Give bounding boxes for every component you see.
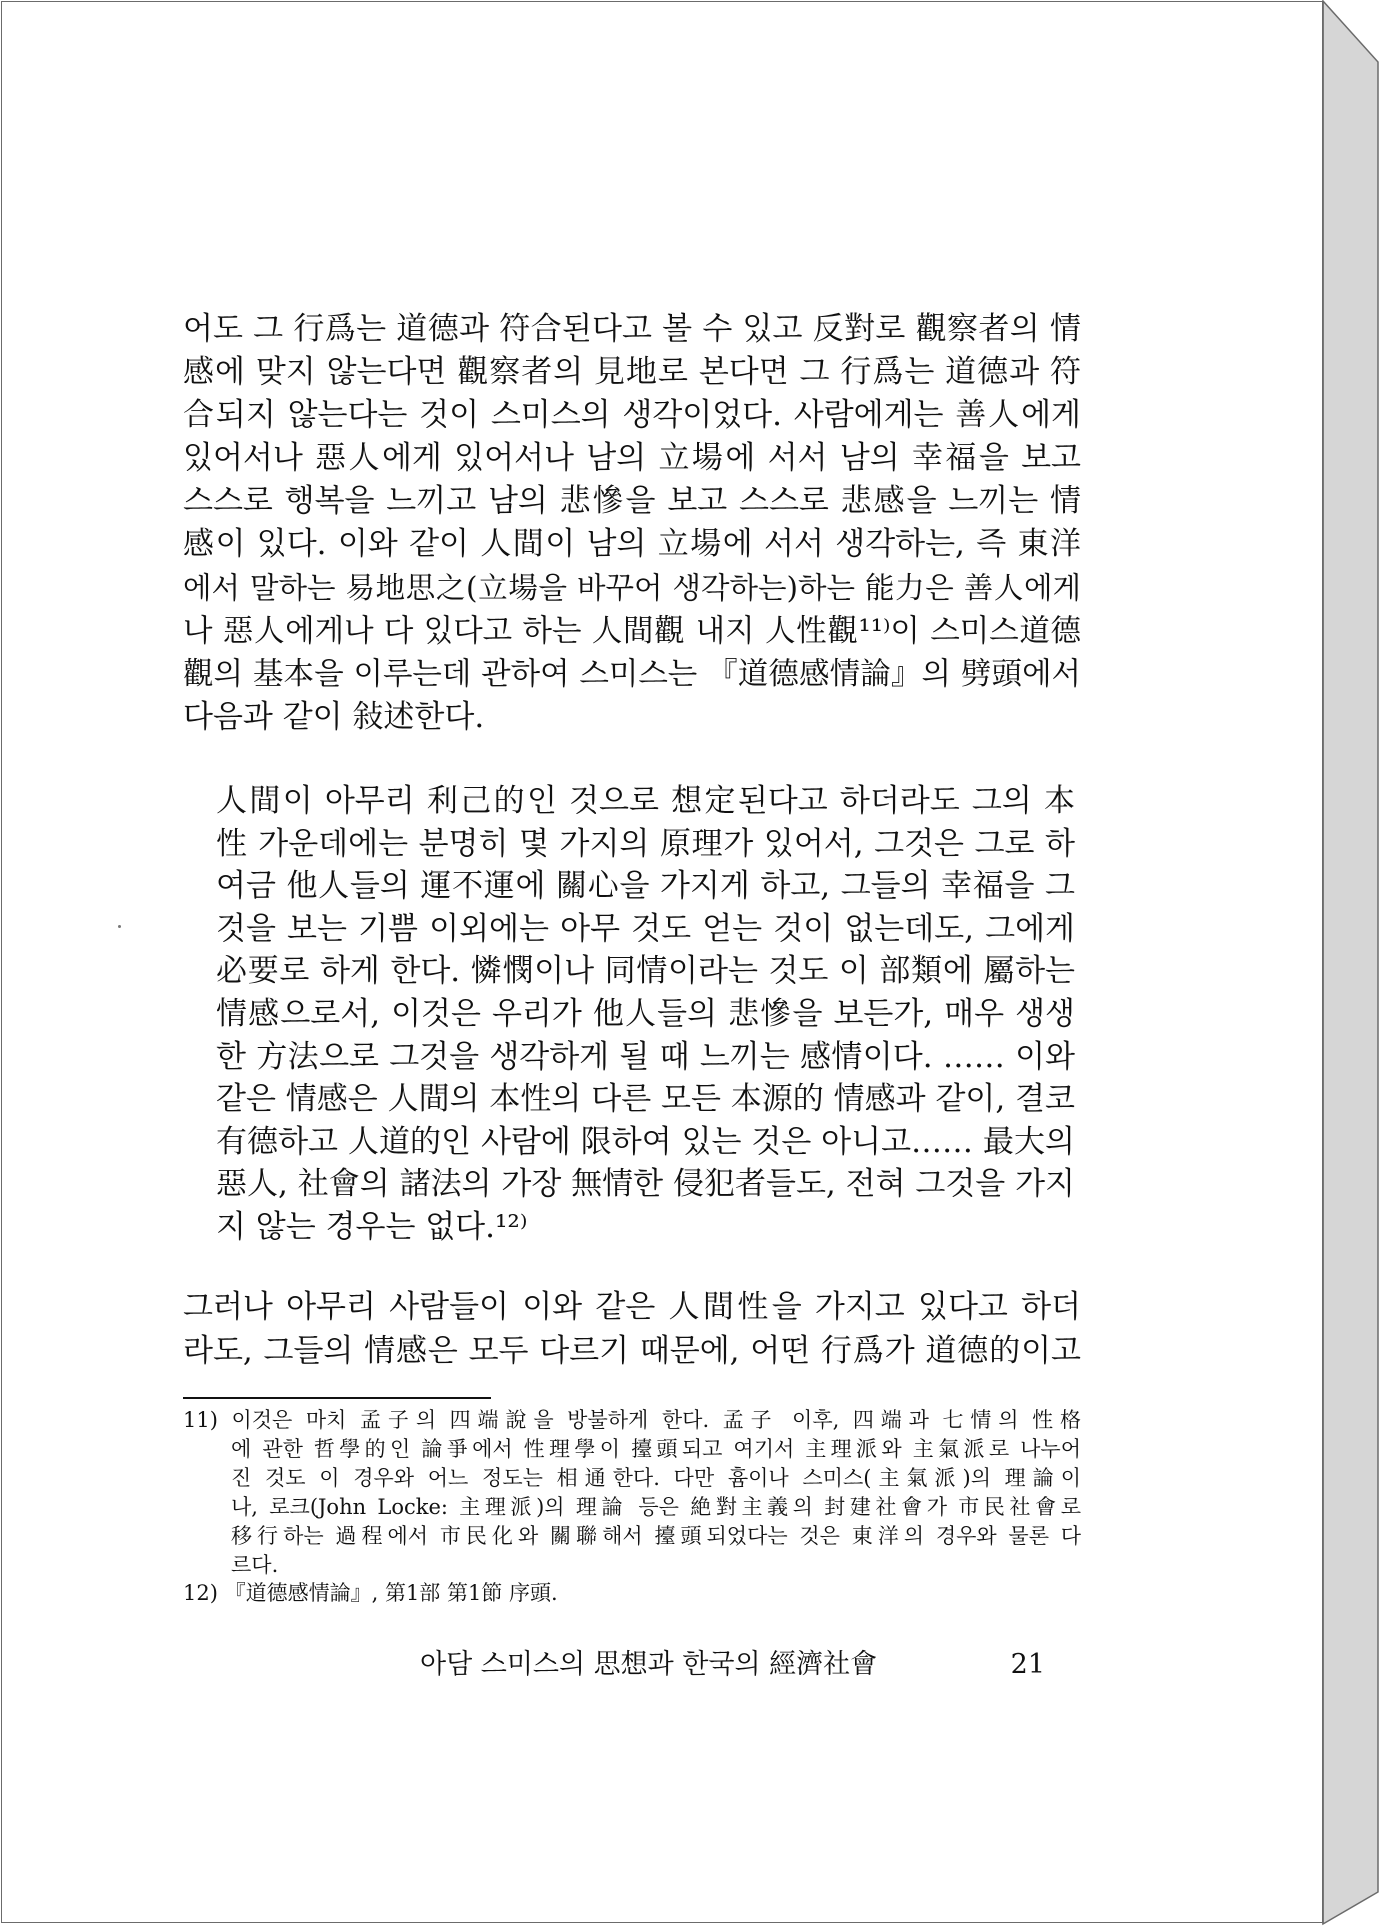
quote-line: 한 方法으로 그것을 생각하게 될 때 느끼는 感情이다. …… 이와 xyxy=(216,1038,1075,1075)
quote-line: 有德하고 人道的인 사람에 限하여 있는 것은 아니고…… 最大의 xyxy=(216,1123,1075,1160)
quote-line: 人間이 아무리 利己的인 것으로 想定된다고 하더라도 그의 本 xyxy=(216,783,1075,819)
text-line: 라도, 그들의 情感은 모두 다르기 때문에, 어떤 行爲가 道德的이고 xyxy=(183,1333,1081,1369)
page-number: 21 xyxy=(1010,1649,1045,1680)
footnote-rule xyxy=(183,1397,491,1399)
text-line: 나 惡人에게나 다 있다고 하는 人間觀 내지 人性觀¹¹⁾이 스미스道德 xyxy=(183,613,1081,649)
body-paragraph-1 xyxy=(183,308,1081,739)
footnote-line: 나, 로크(John Locke: 主理派)의 理論 등은 絶對主義의 封建社會가 市民社會로 xyxy=(231,1494,1081,1519)
quote-line: 여금 他人들의 運不運에 關心을 가지게 하고, 그들의 幸福을 그 xyxy=(216,868,1075,905)
text-line: 에서 말하는 易地思之(立場을 바꾸어 생각하는)하는 能力은 善人에게 xyxy=(183,570,1081,605)
running-footer xyxy=(420,1648,1045,1682)
quote-line: 性 가운데에는 분명히 몇 가지의 原理가 있어서, 그것은 그로 하 xyxy=(216,825,1075,862)
footnote-line: 移行하는 過程에서 市民化와 關聯해서 擡頭되었다는 것은 東洋의 경우와 물론 다 xyxy=(231,1523,1081,1548)
block-quote xyxy=(216,780,1075,1249)
quote-line: 必要로 하게 한다. 憐憫이나 同情이라는 것도 이 部類에 屬하는 xyxy=(216,953,1075,990)
text-line: 있어서나 惡人에게 있어서나 남의 立場에 서서 남의 幸福을 보고 xyxy=(183,440,1081,477)
text-line: 合되지 않는다는 것이 스미스의 생각이었다. 사람에게는 善人에게 xyxy=(183,397,1081,434)
footnote-line: 르다. xyxy=(231,1552,279,1577)
footnote-line: 에 관한 哲學的인 論爭에서 性理學이 擡頭되고 여기서 主理派와 主氣派로 나누어 xyxy=(231,1436,1081,1461)
footnote-line: 12) 『道德感情論』, 第1部 第1節 序頭. xyxy=(183,1581,558,1606)
footnote-line: 진 것도 이 경우와 어느 정도는 相通한다. 다만 흄이나 스미스(主氣派)의 理論이 xyxy=(231,1465,1081,1490)
body-paragraph-2 xyxy=(183,1285,1081,1373)
text-line: 스스로 행복을 느끼고 남의 悲慘을 보고 스스로 悲感을 느끼는 情 xyxy=(183,483,1081,520)
book-edge xyxy=(1323,0,1381,1926)
text-line: 어도 그 行爲는 道德과 符合된다고 볼 수 있고 反對로 觀察者의 情 xyxy=(183,311,1081,347)
text-line: 그러나 아무리 사람들이 이와 같은 人間性을 가지고 있다고 하더 xyxy=(183,1289,1081,1325)
quote-line: 지 않는 경우는 없다.¹²⁾ xyxy=(216,1208,528,1245)
quote-line: 것을 보는 기쁨 이외에는 아무 것도 얻는 것이 없는데도, 그에게 xyxy=(216,910,1075,947)
footnote-line: 11) 이것은 마치 孟子의 四端說을 방불하게 한다. 孟子 이후, 四端과 七情의 性格 xyxy=(183,1408,1081,1432)
text-line: 觀의 基本을 이루는데 관하여 스미스는 『道德感情論』의 劈頭에서 xyxy=(183,656,1081,692)
scan-speck xyxy=(118,925,121,928)
text-line: 다음과 같이 敍述한다. xyxy=(183,698,485,735)
footnotes xyxy=(183,1406,1081,1608)
text-line: 感에 맞지 않는다면 觀察者의 見地로 본다면 그 行爲는 道德과 符 xyxy=(183,354,1081,391)
running-title: 아담 스미스의 思想과 한국의 經濟社會 xyxy=(420,1649,878,1680)
quote-line: 같은 情感은 人間의 本性의 다른 모든 本源的 情感과 같이, 결코 xyxy=(216,1081,1075,1118)
quote-line: 情感으로서, 이것은 우리가 他人들의 悲慘을 보든가, 매우 생생 xyxy=(216,995,1075,1032)
text-line: 感이 있다. 이와 같이 人間이 남의 立場에 서서 생각하는, 즉 東洋 xyxy=(183,526,1081,563)
quote-line: 惡人, 社會의 諸法의 가장 無情한 侵犯者들도, 전혀 그것을 가지 xyxy=(216,1166,1075,1203)
